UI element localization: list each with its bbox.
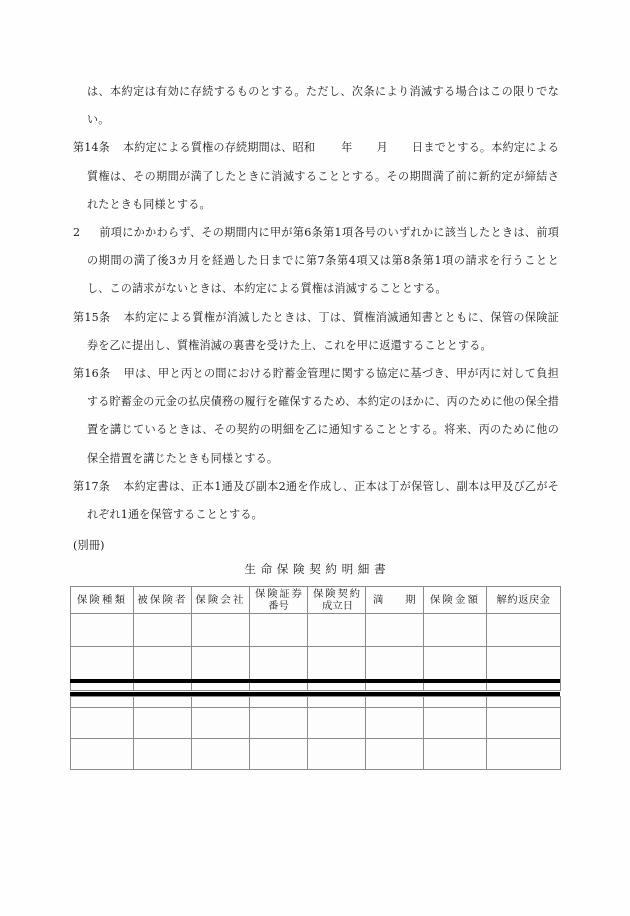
appendix-label: (別冊) bbox=[73, 539, 105, 552]
table-row[interactable] bbox=[71, 708, 561, 739]
cell-insurance-company[interactable] bbox=[192, 647, 250, 680]
article-label-14: 第14条 bbox=[73, 141, 110, 155]
cell-insurance-type[interactable] bbox=[71, 614, 134, 647]
cell-policy-number[interactable] bbox=[250, 647, 308, 680]
article-label-17: 第17条 bbox=[73, 479, 111, 493]
cell-insured-person[interactable] bbox=[134, 697, 192, 708]
cell-insured-person[interactable] bbox=[134, 614, 192, 647]
article-16-text: 甲は、甲と丙との間における貯蓄金管理に関する協定に基づき、甲が丙に対して負担する貯蓄金の元金の払戻債務の履行を確保するため、本約定のほかに、丙のために他の保全措置を講じているときは、その契約の明細を乙に通知することとする。将来、丙のために他の保全措置を講じたときも同様とする。 bbox=[87, 367, 559, 465]
paragraph-article-16 bbox=[73, 360, 559, 473]
header-policy-number: 保険証券 番号 bbox=[250, 587, 308, 614]
paragraph-article-15 bbox=[73, 304, 559, 360]
header-insurance-type: 保険種類 bbox=[71, 587, 134, 614]
article-14-text-before: 本約定による質権の存続期間は、昭和 bbox=[122, 141, 316, 155]
cell-insurance-company[interactable] bbox=[192, 739, 250, 770]
cell-contract-date[interactable] bbox=[308, 647, 366, 680]
paragraph-article-17 bbox=[73, 473, 559, 529]
table-row[interactable] bbox=[71, 647, 561, 680]
item-2-text: 前項にかかわらず、その期間内に甲が第6条第1項各号のいずれかに該当したときは、前項の期間の満了後3カ月を経過した日までに第7条第4項又は第8条第1項の請求を行うこととし、この請求がないときは、本約定による質権は消滅することとする。 bbox=[87, 226, 559, 296]
cell-surrender-value[interactable] bbox=[487, 739, 561, 770]
cell-insurance-type[interactable] bbox=[71, 647, 134, 680]
unit-month: 月 bbox=[376, 141, 388, 155]
article-label-16: 第16条 bbox=[73, 367, 111, 381]
cell-surrender-value[interactable] bbox=[487, 614, 561, 647]
article-label-15: 第15条 bbox=[73, 310, 111, 324]
cell-maturity[interactable] bbox=[366, 614, 424, 647]
cell-maturity[interactable] bbox=[366, 647, 424, 680]
cell-maturity[interactable] bbox=[366, 708, 424, 739]
cell-insurance-type[interactable] bbox=[71, 708, 134, 739]
table-title: 生命保険契約明細書 bbox=[244, 562, 391, 576]
cell-policy-number[interactable] bbox=[250, 697, 308, 708]
paragraph-article-14 bbox=[73, 134, 559, 219]
cell-insurance-type[interactable] bbox=[71, 739, 134, 770]
cell-insurance-company[interactable] bbox=[192, 697, 250, 708]
header-insured-person: 被保険者 bbox=[134, 587, 192, 614]
cell-insurance-type[interactable] bbox=[71, 697, 134, 708]
unit-year: 年 bbox=[341, 141, 353, 155]
table-row[interactable] bbox=[71, 614, 561, 647]
table-row[interactable] bbox=[71, 739, 561, 770]
article-15-text: 本約定による質権が消滅したときは、丁は、質権消滅通知書とともに、保管の保険証券を乙に提出し、質権消滅の裏書を受けた上、これを甲に返還することとする。 bbox=[87, 310, 559, 352]
cell-surrender-value[interactable] bbox=[487, 708, 561, 739]
cell-contract-date[interactable] bbox=[308, 614, 366, 647]
cell-contract-date[interactable] bbox=[308, 697, 366, 708]
cell-policy-number[interactable] bbox=[250, 708, 308, 739]
document-body bbox=[73, 78, 559, 529]
cell-contract-date[interactable] bbox=[308, 739, 366, 770]
table-top-bottom-rule bbox=[70, 679, 560, 683]
header-insurance-company: 保険会社 bbox=[192, 587, 250, 614]
cell-insured-person[interactable] bbox=[134, 739, 192, 770]
cell-policy-number[interactable] bbox=[250, 739, 308, 770]
cell-insured-person[interactable] bbox=[134, 647, 192, 680]
article-14-text-after: までとする。本約定による質権は、その期間が満了したときに消滅することとする。その期間満了前に新約定が締結されたときも同様とする。 bbox=[87, 141, 559, 211]
cell-insured-amount[interactable] bbox=[424, 647, 487, 680]
paragraph-item-2 bbox=[73, 219, 559, 304]
item-number-2: 2 bbox=[73, 226, 81, 240]
cell-insured-amount[interactable] bbox=[424, 697, 487, 708]
cell-insured-person[interactable] bbox=[134, 708, 192, 739]
cell-insured-amount[interactable] bbox=[424, 739, 487, 770]
cell-surrender-value[interactable] bbox=[487, 697, 561, 708]
insurance-detail-table-bottom bbox=[70, 696, 561, 770]
cell-insured-amount[interactable] bbox=[424, 614, 487, 647]
header-contract-date: 保険契約 成立日 bbox=[308, 587, 366, 614]
paragraph-continuation-13: は、本約定は有効に存続するものとする。ただし、次条により消滅する場合はこの限りでない。 bbox=[87, 85, 559, 127]
header-surrender-value: 解約返戻金 bbox=[487, 587, 561, 614]
cell-surrender-value[interactable] bbox=[487, 647, 561, 680]
insurance-detail-table-top bbox=[70, 586, 561, 691]
cell-insurance-company[interactable] bbox=[192, 708, 250, 739]
cell-insured-amount[interactable] bbox=[424, 708, 487, 739]
cell-maturity[interactable] bbox=[366, 697, 424, 708]
cell-policy-number[interactable] bbox=[250, 614, 308, 647]
cell-insurance-company[interactable] bbox=[192, 614, 250, 647]
header-insured-amount: 保険金額 bbox=[424, 587, 487, 614]
cell-maturity[interactable] bbox=[366, 739, 424, 770]
article-17-text: 本約定書は、正本1通及び副本2通を作成し、正本は丁が保管し、副本は甲及び乙がそれぞれ1通を保管することとする。 bbox=[87, 479, 559, 522]
unit-day: 日 bbox=[411, 141, 424, 155]
header-maturity: 満 期 bbox=[366, 587, 424, 614]
table-row[interactable] bbox=[71, 697, 561, 708]
table-header-row bbox=[71, 587, 561, 614]
cell-contract-date[interactable] bbox=[308, 708, 366, 739]
